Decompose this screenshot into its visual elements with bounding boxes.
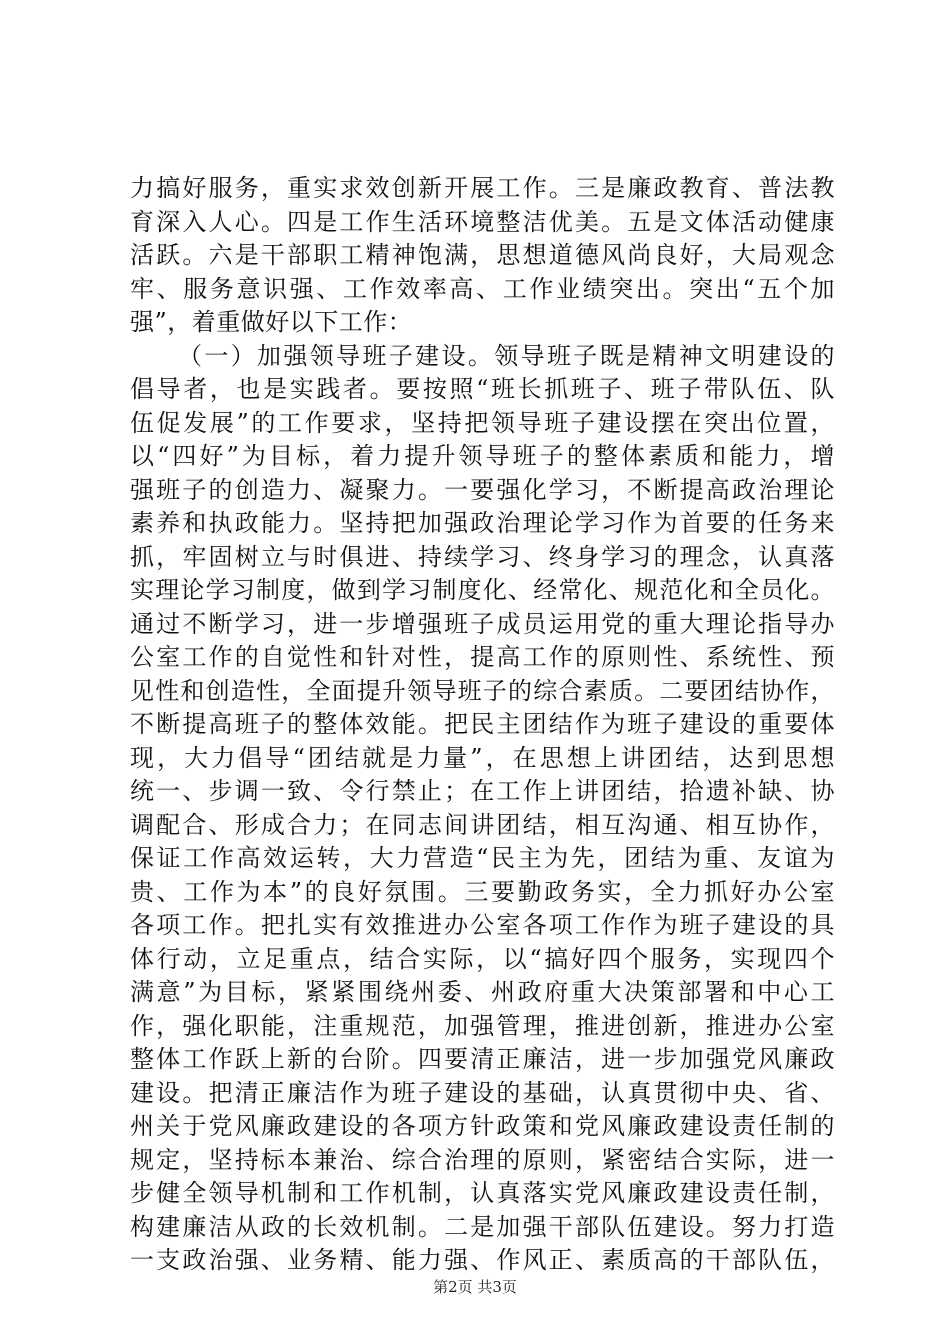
- text-line: 强”，着重做好以下工作：: [130, 308, 413, 336]
- text-line: 整体工作跃上新的台阶。四要清正廉洁，进一步加强党风廉政: [130, 1045, 835, 1073]
- text-line: 作，强化职能，注重规范，加强管理，推进创新，推进办公室: [130, 1011, 835, 1040]
- text-line: 倡导者，也是实践者。要按照“班长抓班子、班子带队伍、队: [130, 375, 835, 403]
- paragraph-1: [130, 172, 835, 340]
- page-footer: [0, 1276, 950, 1297]
- text-line: 抓，牢固树立与时俱进、持续学习、终身学习的理念，认真落: [130, 542, 835, 571]
- text-line: 保证工作高效运转，大力营造“民主为先，团结为重、友谊为: [130, 844, 835, 872]
- text-line: 现，大力倡导“团结就是力量”，在思想上讲团结，达到思想: [130, 743, 835, 772]
- text-line: 各项工作。把扎实有效推进办公室各项工作作为班子建设的具: [130, 911, 835, 939]
- text-line: 育深入人心。四是工作生活环境整洁优美。五是文体活动健康: [130, 207, 835, 236]
- text-line: 牢、服务意识强、工作效率高、工作业绩突出。突出“五个加: [130, 274, 835, 303]
- page-number-label: 第2页 共3页: [433, 1278, 517, 1296]
- text-line: 实理论学习制度，做到学习制度化、经常化、规范化和全员化。: [130, 576, 835, 604]
- text-line: 建设。把清正廉洁作为班子建设的基础，认真贯彻中央、省、: [130, 1078, 835, 1107]
- text-line: 满意”为目标，紧紧围绕州委、州政府重大决策部署和中心工: [130, 978, 835, 1006]
- text-line: 一支政治强、业务精、能力强、作风正、素质高的干部队伍，: [130, 1246, 835, 1274]
- text-line: 强班子的创造力、凝聚力。一要强化学习，不断提高政治理论: [130, 475, 835, 504]
- text-line: 不断提高班子的整体效能。把民主团结作为班子建设的重要体: [130, 710, 835, 738]
- text-line: 活跃。六是干部职工精神饱满，思想道德风尚良好，大局观念: [130, 241, 835, 269]
- text-line: 步健全领导机制和工作机制，认真落实党风廉政建设责任制，: [130, 1179, 835, 1207]
- text-line: （一）加强领导班子建设。领导班子既是精神文明建设的: [178, 341, 835, 370]
- text-line: 力搞好服务，重实求效创新开展工作。三是廉政教育、普法教: [130, 174, 835, 202]
- text-line: 通过不断学习，进一步增强班子成员运用党的重大理论指导办: [130, 609, 835, 638]
- document-body: [130, 172, 835, 1311]
- paragraph-2: [130, 340, 835, 1312]
- text-line: 素养和执政能力。坚持把加强政治理论学习作为首要的任务来: [130, 509, 835, 537]
- text-line: 调配合、形成合力；在同志间讲团结，相互沟通、相互协作，: [130, 810, 835, 839]
- text-line: 构建廉洁从政的长效机制。二是加强干部队伍建设。努力打造: [130, 1212, 835, 1241]
- text-line: 见性和创造性，全面提升领导班子的综合素质。二要团结协作，: [130, 676, 835, 705]
- text-line: 贵、工作为本”的良好氛围。三要勤政务实，全力抓好办公室: [130, 877, 835, 906]
- text-line: 以“四好”为目标，着力提升领导班子的整体素质和能力，增: [130, 442, 835, 470]
- text-line: 州关于党风廉政建设的各项方针政策和党风廉政建设责任制的: [130, 1112, 835, 1140]
- text-line: 统一、步调一致、令行禁止；在工作上讲团结，拾遗补缺、协: [130, 777, 835, 805]
- text-line: 公室工作的自觉性和针对性，提高工作的原则性、系统性、预: [130, 643, 835, 671]
- text-line: 体行动，立足重点，结合实际，以“搞好四个服务，实现四个: [130, 944, 835, 973]
- text-line: 规定，坚持标本兼治、综合治理的原则，紧密结合实际，进一: [130, 1145, 835, 1174]
- text-line: 伍促发展”的工作要求，坚持把领导班子建设摆在突出位置，: [130, 408, 835, 437]
